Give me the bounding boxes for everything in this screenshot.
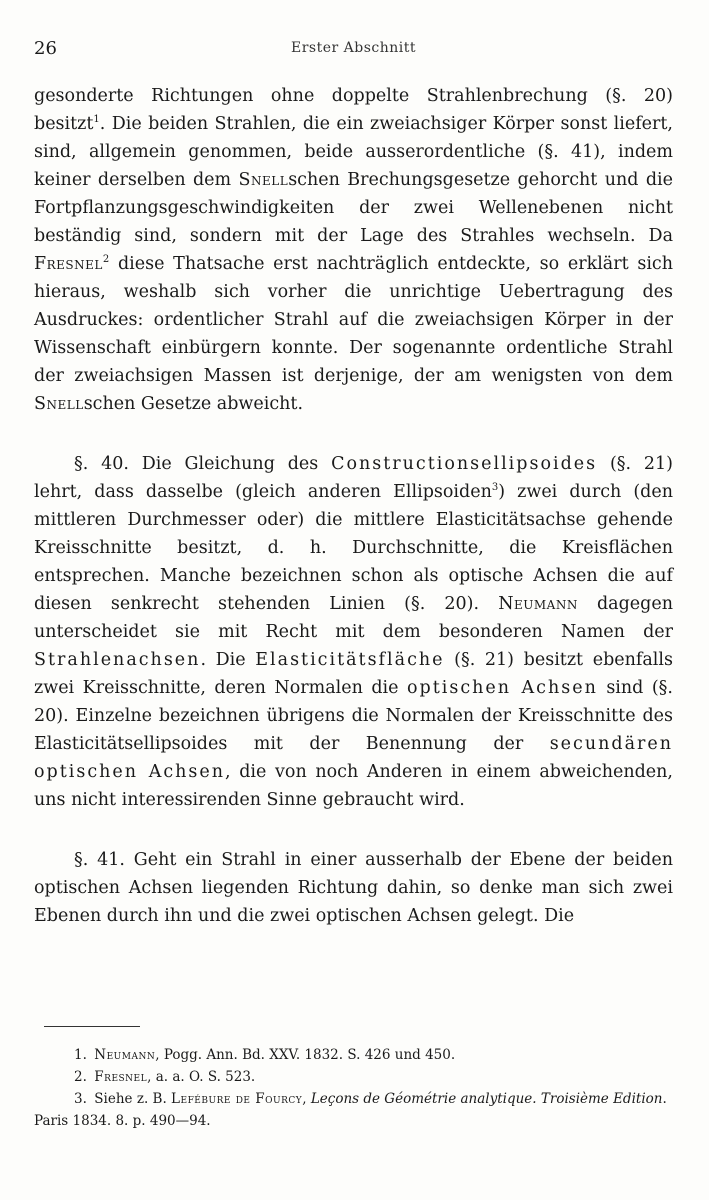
text-run: ) zwei durch (den mittleren Durchmesser oder) die mittlere Elasticitätsachse gehende Kreisschnitte besitzt, d. h. Durchschnitte, die Kreisflächen entsprechen. Manche bezeichnen schon als optische Achsen die auf diesen senkrecht stehenden Linien (§. 20). (34, 482, 673, 614)
name-neumann: Neumann (498, 594, 578, 614)
text-run: , die von noch Anderen in einem abweichenden, uns nicht interessirenden Sinne gebraucht wird. (34, 762, 673, 810)
paragraph-section-41 (34, 846, 673, 930)
footnote-text: , Pogg. Ann. Bd. XXV. 1832. S. 426 und 450. (155, 1047, 456, 1063)
footnote-ref-2: 2 (102, 254, 110, 266)
text-run: diese Thatsache erst nachträglich entdeckte, so erklärt sich hieraus, weshalb sich vorher die unrichtige Uebertragung des Ausdruckes: ordentlicher Strahl auf die zweiachsigen Körper in der Wissenschaft einbürgern konnte. Der sogenannte ordentliche Strahl der zweiachsigen Massen ist derjenige, der am wenigsten von dem (34, 254, 673, 386)
footnote-text: , (302, 1091, 311, 1107)
text-run: . Die beiden Strahlen, die ein zweiachsiger Körper sonst liefert, sind, allgemein genommen, beide ausserordentliche (§. 41), indem keiner derselben dem (34, 114, 673, 190)
footnote-author: Lefébure de Fourcy (171, 1091, 303, 1107)
footnote-text: , a. a. O. S. 523. (147, 1069, 256, 1085)
footnote-3 (34, 1088, 673, 1132)
footnote-number: 3. (74, 1091, 87, 1107)
page-header (34, 38, 673, 68)
term-secundaere-achsen: secundären optischen Achsen (34, 734, 673, 782)
footnote-author: Neumann (94, 1047, 156, 1063)
footnote-divider (44, 1026, 140, 1027)
footnote-2 (34, 1066, 673, 1088)
body-text (34, 82, 673, 930)
footnote-number: 2. (74, 1069, 87, 1085)
paragraph-continued (34, 82, 673, 418)
text-run: gesonderte Richtungen ohne doppelte Strahlenbrechung (§. 20) besitzt (34, 86, 673, 134)
footnote-ref-3: 3 (491, 482, 499, 494)
text-run: (§. 21) besitzt ebenfalls zwei Kreisschnitte, deren Normalen die (34, 650, 673, 698)
text-run: (§. 21) lehrt, dass dasselbe (gleich anderen Ellipsoiden (34, 454, 673, 502)
text-run: . Die (200, 650, 256, 670)
footnote-book-title: Leçons de Géométrie analytique. Troisième Edition (310, 1091, 663, 1107)
footnote-author: Fresnel (94, 1069, 148, 1085)
name-fresnel: Fresnel (34, 254, 103, 274)
text-run: §. 40. Die Gleichung des (74, 454, 332, 474)
term-elasticitaetsflaeche: Elasticitätsfläche (255, 650, 445, 670)
footnote-1 (34, 1044, 673, 1066)
footnote-text: Siehe z. B. (94, 1091, 172, 1107)
footnote-ref-1: 1 (93, 114, 100, 126)
name-snell: Snell (238, 170, 289, 190)
text-run: sind (§. 20). Einzelne bezeichnen übrigens die Normalen der Kreisschnitte des Elasticitätsellipsoides mit der Benennung der (34, 678, 673, 754)
text-run: schen Gesetze abweicht. (83, 394, 304, 414)
footnotes (34, 1044, 673, 1132)
term-optische-achsen: optischen Achsen (407, 678, 598, 698)
page-number: 26 (34, 38, 57, 59)
text-run: schen Brechungsgesetze gehorcht und die Fortpflanzungsgeschwindigkeiten der zwei Wellenebenen nicht beständig sind, sondern mit der Lage des Strahles wechseln. Da (34, 170, 673, 246)
text-run: dagegen unterscheidet sie mit Recht mit dem besonderen Namen der (34, 594, 673, 642)
term-constructionsellipsoides: Constructionsellipsoides (331, 454, 598, 474)
footnote-number: 1. (74, 1047, 87, 1063)
running-head: Erster Abschnitt (290, 40, 416, 56)
name-snell: Snell (34, 394, 84, 414)
term-strahlenachsen: Strahlenachsen (34, 650, 201, 670)
footnote-text: . Paris 1834. 8. p. 490—94. (34, 1091, 667, 1129)
text-run: §. 41. Geht ein Strahl in einer ausserhalb der Ebene der beiden optischen Achsen liegenden Richtung dahin, so denke man sich zwei Ebenen durch ihn und die zwei optischen Achsen gelegt. Die (34, 850, 673, 926)
paragraph-section-40 (34, 450, 673, 814)
